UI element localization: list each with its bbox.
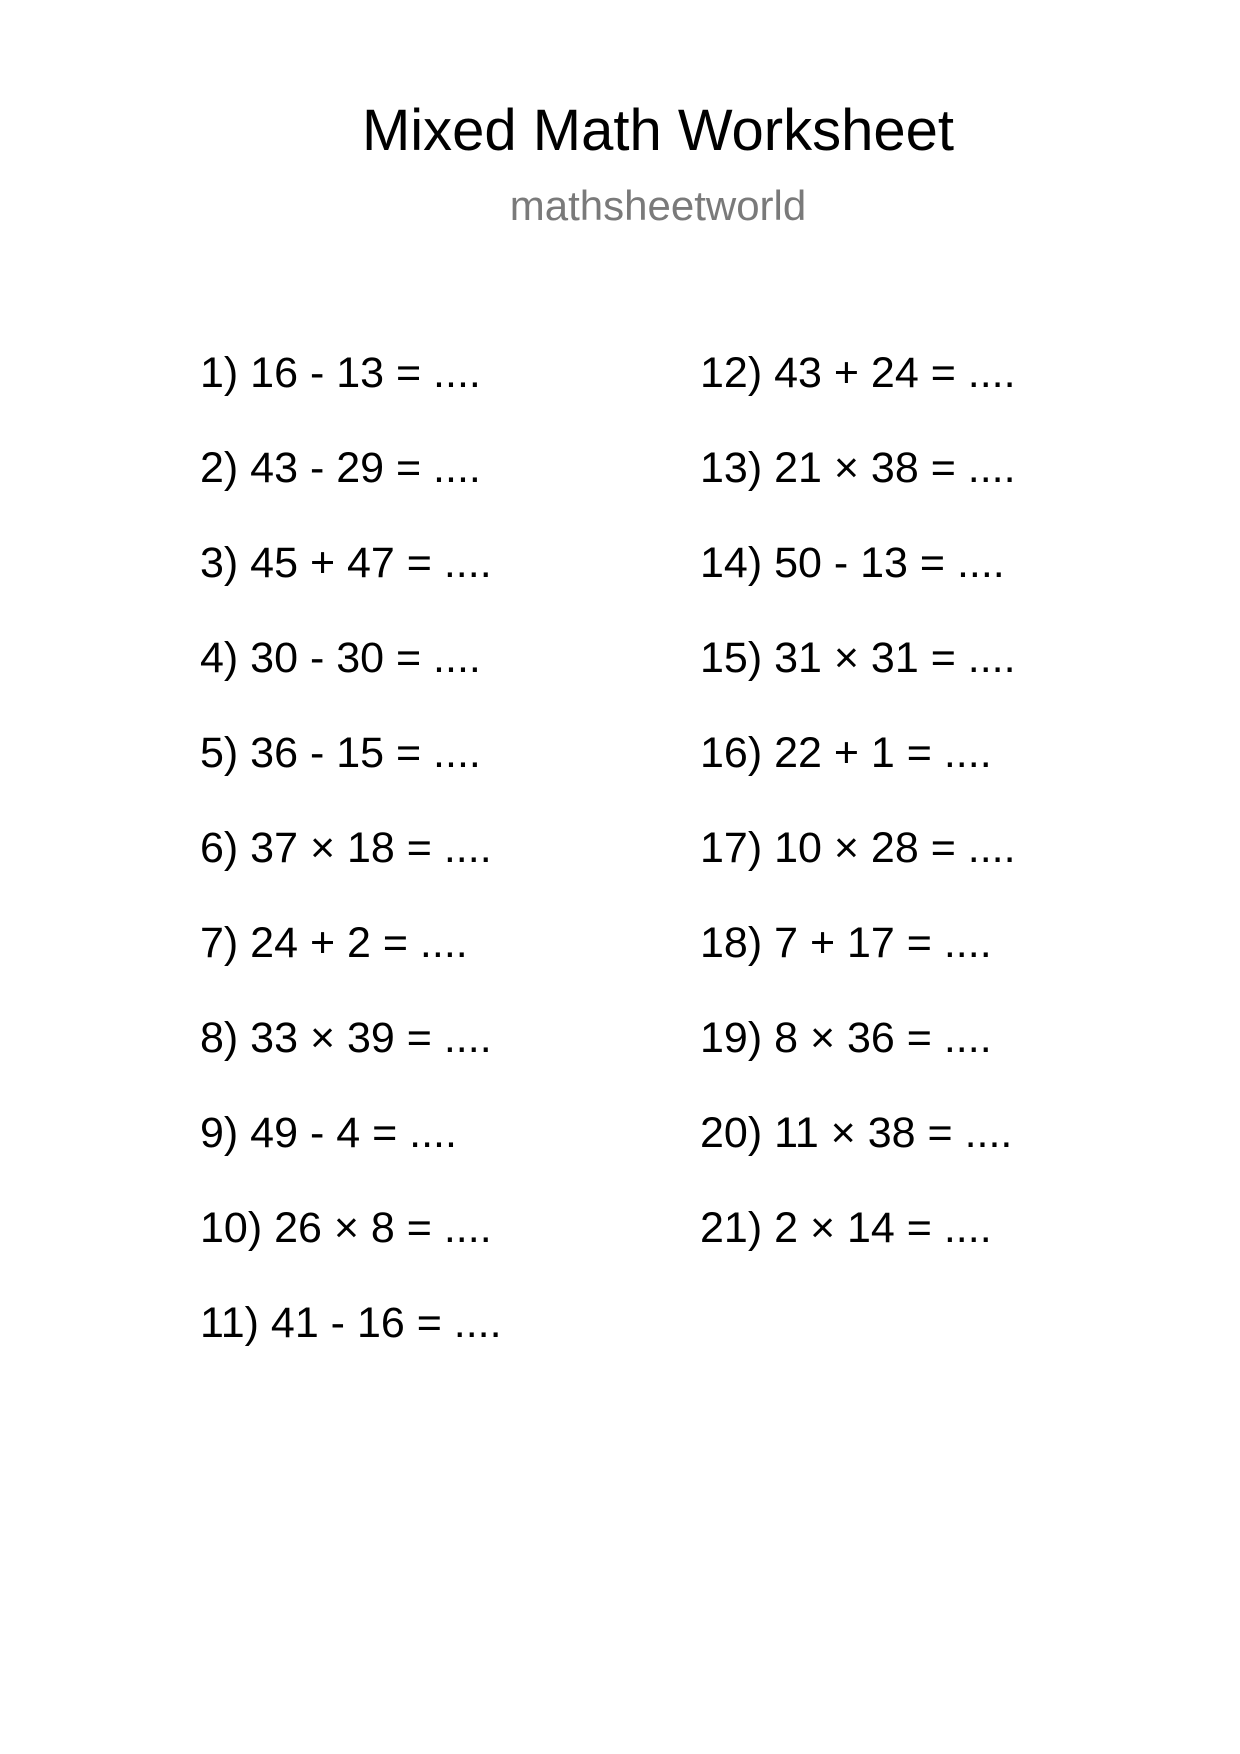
problem-item: 16) 22 + 1 = ....: [700, 729, 992, 777]
problem-column-left: [200, 348, 502, 1393]
problem-column-right: [700, 348, 1016, 1298]
problem-item: 18) 7 + 17 = ....: [700, 919, 992, 967]
problem-item: 8) 33 × 39 = ....: [200, 1014, 492, 1062]
problem-item: 10) 26 × 8 = ....: [200, 1204, 492, 1252]
problem-item: 21) 2 × 14 = ....: [700, 1204, 992, 1252]
page-subtitle: mathsheetworld: [509, 182, 807, 229]
problem-item: 9) 49 - 4 = ....: [200, 1109, 457, 1157]
problem-item: 2) 43 - 29 = ....: [200, 444, 481, 492]
problem-item: 20) 11 × 38 = ....: [700, 1109, 1013, 1157]
problem-item: 14) 50 - 13 = ....: [700, 539, 1005, 587]
problem-item: 17) 10 × 28 = ....: [700, 824, 1016, 872]
page-title: Mixed Math Worksheet: [361, 98, 955, 163]
problem-item: 7) 24 + 2 = ....: [200, 919, 468, 967]
problem-item: 12) 43 + 24 = ....: [700, 349, 1016, 397]
problem-item: 3) 45 + 47 = ....: [200, 539, 492, 587]
problem-item: 5) 36 - 15 = ....: [200, 729, 481, 777]
problem-item: 6) 37 × 18 = ....: [200, 824, 492, 872]
problem-item: 11) 41 - 16 = ....: [200, 1299, 502, 1347]
problem-item: 15) 31 × 31 = ....: [700, 634, 1016, 682]
problem-item: 4) 30 - 30 = ....: [200, 634, 481, 682]
problem-item: 13) 21 × 38 = ....: [700, 444, 1016, 492]
problem-item: 1) 16 - 13 = ....: [200, 349, 481, 397]
problem-item: 19) 8 × 36 = ....: [700, 1014, 992, 1062]
